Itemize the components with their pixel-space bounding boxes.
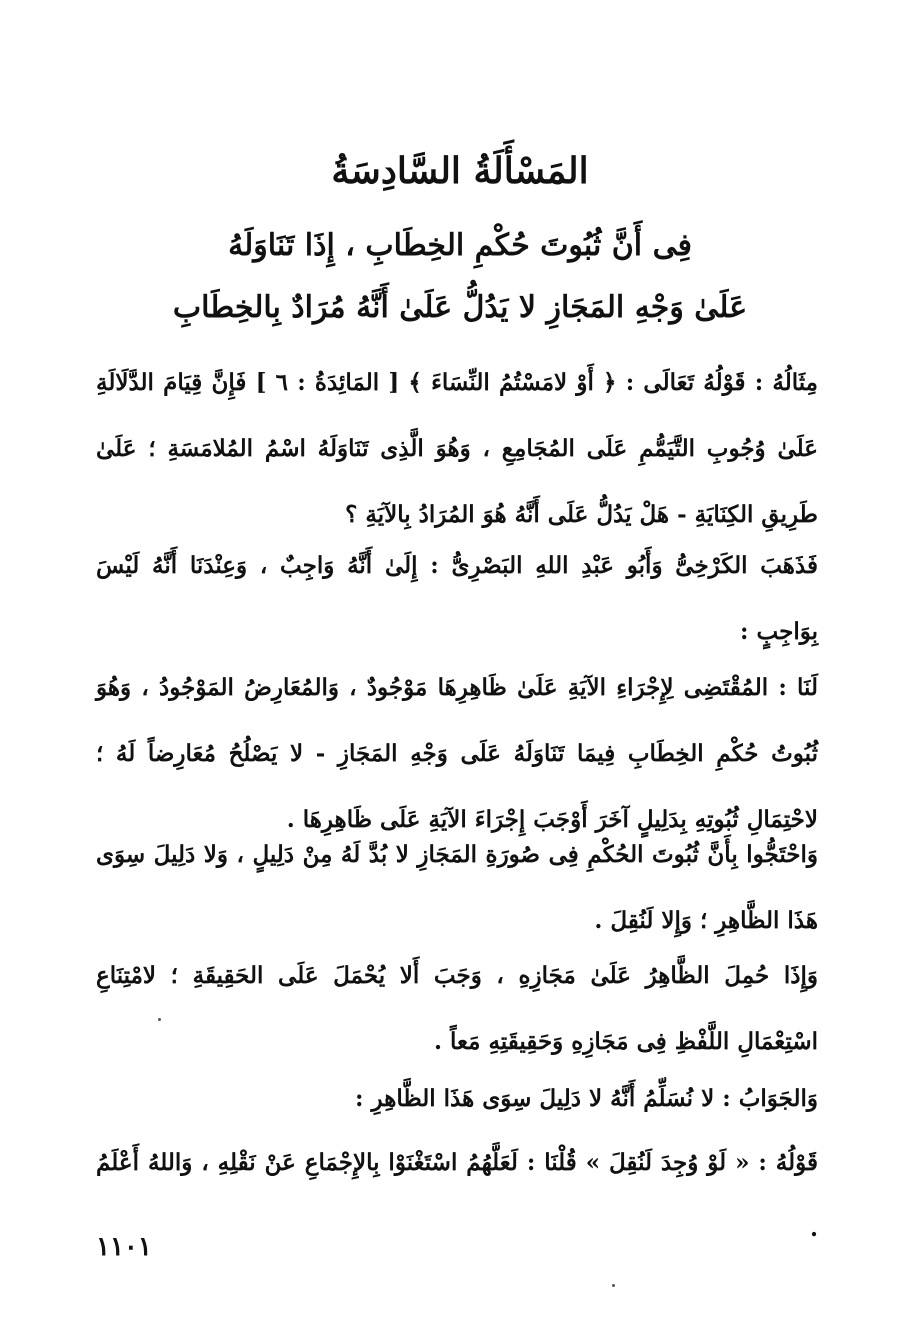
- chapter-subtitle-line-1: فِى أَنَّ ثُبُوتَ حُكْمِ الخِطَابِ ، إِذَا تَنَاوَلَهُ: [228, 228, 692, 263]
- paragraph-rebuttal: قَوْلُهُ : « لَوْ وُجِدَ لَنُقِلَ » قُلْنَا : لَعَلَّهُمُ اسْتَغْنَوْا بِالإِجْمَاعِ عَنْ نَقْلِهِ ، وَاللهُ أَعْلَمُ .: [96, 1149, 818, 1242]
- chapter-title: المَسْأَلَةُ السَّادِسَةُ: [331, 150, 589, 192]
- page-number: ١١٠١: [96, 1232, 152, 1262]
- paragraph-example: مِثَالُهُ : قَوْلُهُ تَعَالَى : ﴿ أَوْ لامَسْتُمُ النِّسَاءَ ﴾ [ المَائِدَةُ : ٦ ] فَإِنَّ قِيَامَ الدَّلَالَةِ عَلَىٰ وُجُوبِ التَّيَمُّمِ عَلَى المُجَامِعِ ، وَهُوَ الَّذِى تَنَاوَلَهُ اسْمُ المُلامَسَةِ ؛ عَلَىٰ طَرِيقِ الكِنَايَةِ - هَلْ يَدُلُّ عَلَى أَنَّهُ هُوَ المُرَادُ بِالآيَةِ ؟: [96, 369, 818, 528]
- paragraph-their-argument: وَاحْتَجُّوا بِأَنَّ ثُبُوتَ الحُكْمِ فِى صُورَةِ المَجَازِ لا بُدَّ لَهُ مِنْ دَلِيلٍ ، وَلا دَلِيلَ سِوَى هَذَا الظَّاهِرِ ؛ وَإِلا لَنُقِلَ .: [96, 841, 818, 934]
- chapter-subtitle-line-2: عَلَىٰ وَجْهِ المَجَازِ لا يَدُلُّ عَلَىٰ أَنَّهُ مُرَادٌ بِالخِطَابِ: [172, 290, 748, 325]
- scan-speck: [158, 1018, 161, 1021]
- paragraph-opinions: فَذَهَبَ الكَرْخِىُّ وَأَبُو عَبْدِ اللهِ البَصْرِىُّ : إِلَىٰ أَنَّهُ وَاجِبٌ ، وَعِنْدَنَا أَنَّهُ لَيْسَ بِوَاجِبٍ :: [96, 552, 818, 645]
- paragraph-answer: وَالجَوَابُ : لا نُسَلِّمُ أَنَّهُ لا دَلِيلَ سِوَى هَذَا الظَّاهِرِ :: [355, 1085, 818, 1112]
- scan-speck: [612, 1284, 615, 1287]
- paragraph-metaphor-argument: وَإِذَا حُمِلَ الظَّاهِرُ عَلَىٰ مَجَازِهِ ، وَجَبَ أَلا يُحْمَلَ عَلَى الحَقِيقَةِ ؛ لامْتِنَاعِ اسْتِعْمَالِ اللَّفْظِ فِى مَجَازِهِ وَحَقِيقَتِهِ مَعاً .: [96, 962, 818, 1055]
- paragraph-our-argument: لَنَا : المُقْتَضِى لِإِجْرَاءِ الآيَةِ عَلَىٰ ظَاهِرِهَا مَوْجُودٌ ، وَالمُعَارِضُ المَوْجُودُ ، وَهُوَ ثُبُوتُ حُكْمِ الخِطَابِ فِيمَا تَنَاوَلَهُ عَلَى وَجْهِ المَجَازِ - لا يَصْلُحُ مُعَارِضاً لَهُ ؛ لاحْتِمَالِ ثُبُوتِهِ بِدَلِيلٍ آخَرَ أَوْجَبَ إِجْرَاءَ الآيَةِ عَلَى ظَاهِرِهَا .: [96, 674, 818, 833]
